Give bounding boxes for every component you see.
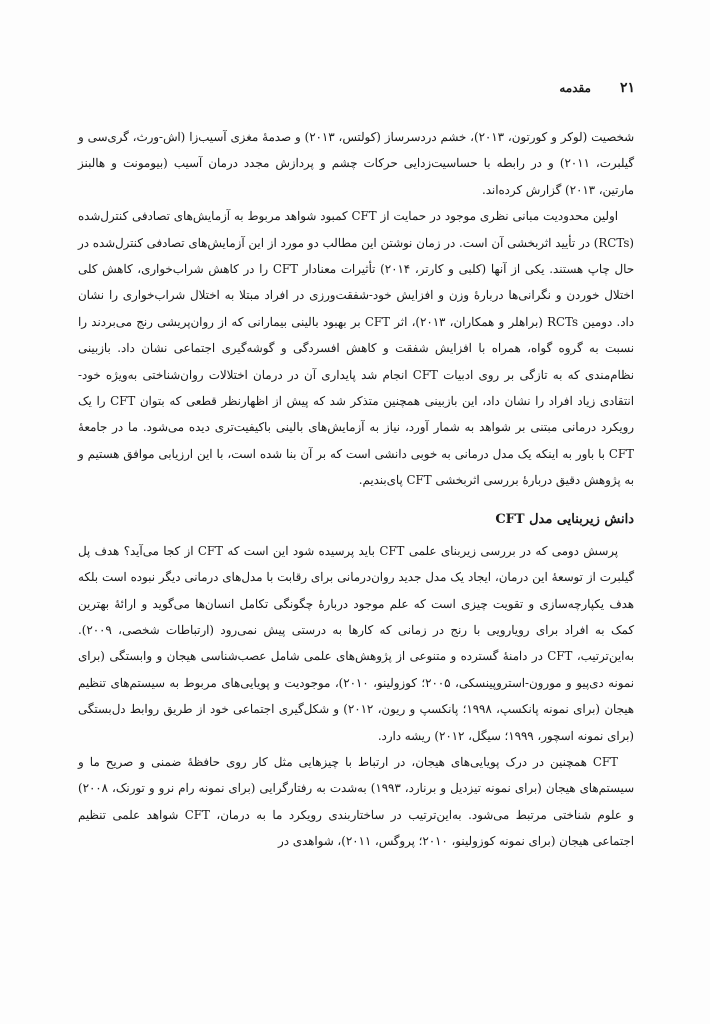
page-number: ۲۱	[619, 80, 635, 96]
paragraph: پرسش دومی که در بررسی زیربنای علمی CFT باید پرسیده شود این است که CFT از کجا می‌آید؟ هدف پل گیلبرت از توسعهٔ این درمان، ایجاد یک مدل جدید روان‌درمانی برای رقابت با مدل‌های درمانی دیگر نبوده است بلکه هدف یکپارچه‌سازی و تقویت چیزی است که علم موجود دربارهٔ چگونگی تکامل انسان‌ها می‌گوید و ارائهٔ بهترین کمک به افراد برای رویارویی با رنج در زمانی که کارها به درستی پیش نمی‌رود (ارتباطات شخصی، ۲۰۰۹). به‌این‌ترتیب، CFT در دامنهٔ گسترده و متنوعی از پژوهش‌های علمی شامل عصب‌شناسی هیجان و وابستگی (برای نمونه دی‌پیو و مورون-استروپینسکی، ۲۰۰۵؛ کوزولینو، ۲۰۱۰)، موجودیت و پویایی‌های مربوط به سیستم‌های تنظیم هیجان (برای نمونه پانکسپ، ۱۹۹۸؛ پانکسپ و ریون، ۲۰۱۲) و شکل‌گیری اجتماعی خود از طریق روابط دل‌بستگی (برای نمونه اسچور، ۱۹۹۹؛ سیگل، ۲۰۱۲) ریشه دارد.	[78, 543, 634, 743]
chapter-title: مقدمه	[559, 81, 591, 95]
paragraph: شخصیت (لوکر و کورتون، ۲۰۱۳)، خشم دردسرساز (کولتس، ۲۰۱۳) و صدمهٔ مغزی آسیب‌زا (اش-ورث، گری‌سی و گیلبرت، ۲۰۱۱) و در رابطه با حساسیت‌زدایی حرکات چشم و پردازش مجدد درمان آسیب (بیومونت و هالبنز مارتین، ۲۰۱۳) گزارش کرده‌اند.	[78, 130, 634, 197]
section-heading: دانش زیربنایی مدل CFT	[495, 511, 634, 527]
running-header	[82, 80, 635, 104]
paragraph: CFT همچنین در درک پویایی‌های هیجان، در ارتباط با چیزهایی مثل کار روی حافظهٔ ضمنی و صریح ما و سیستم‌های هیجان (برای نمونه تیزدیل و برنارد، ۱۹۹۳) به‌شدت به رفتارگرایی (برای نمونه رام نرو و تورنک، ۲۰۰۸) و علوم شناختی مرتبط می‌شود. به‌این‌ترتیب در ساختاربندی رویکرد ما به درمان، CFT شواهد علمی تنظیم اجتماعی هیجان (برای نمونه کوزولینو، ۲۰۱۰؛ پروگس، ۲۰۱۱)، شواهدی در	[78, 754, 634, 849]
page-body	[78, 124, 634, 855]
paragraph: اولین محدودیت مبانی نظری موجود در حمایت از CFT کمبود شواهد مربوط به آزمایش‌های تصادفی کنترل‌شده (RCTs) در تأیید اثربخشی آن است. در زمان نوشتن این مطالب دو مورد از این آزمایش‌های تصادفی کنترل‌شده در حال چاپ هستند. یکی از آنها (کلبی و کارتر، ۲۰۱۴) تأثیرات معنادار CFT را در کاهش شراب‌خواری، کاهش کلی اختلال خوردن و نگرانی‌ها دربارهٔ وزن و افزایش خود-شفقت‌ورزی در افراد مبتلا به اختلال شراب‌خواری را نشان داد. دومین RCTs (براهلر و همکاران، ۲۰۱۳)، اثر CFT بر بهبود بالینی بیمارانی که از روان‌پریشی رنج می‌بردند را نسبت به گروه گواه، همراه با افزایش شفقت و کاهش افسردگی و گوشه‌گیری اجتماعی نشان داد. بازبینی نظام‌مندی که به تازگی بر روی ادبیات CFT انجام شد پایداری آن در درمان اختلالات روان‌شناختی به‌ویژه خود-انتقادی زیاد افراد را نشان داد، این بازبینی همچنین متذکر شد که پیش از اظهارنظر قطعی که بتوان CFT را یک رویکرد درمانی مبتنی بر شواهد به شمار آورد، نیاز به آزمایش‌های بالینی باکیفیت‌تری دیده می‌شود. ما در جامعهٔ CFT با باور به اینکه یک مدل درمانی به خوبی دانشی است که بر آن بنا شده است، با این ارزیابی موافق هستیم و به پژوهش دقیق دربارهٔ بررسی اثربخشی CFT پای‌بندیم.	[78, 209, 635, 488]
